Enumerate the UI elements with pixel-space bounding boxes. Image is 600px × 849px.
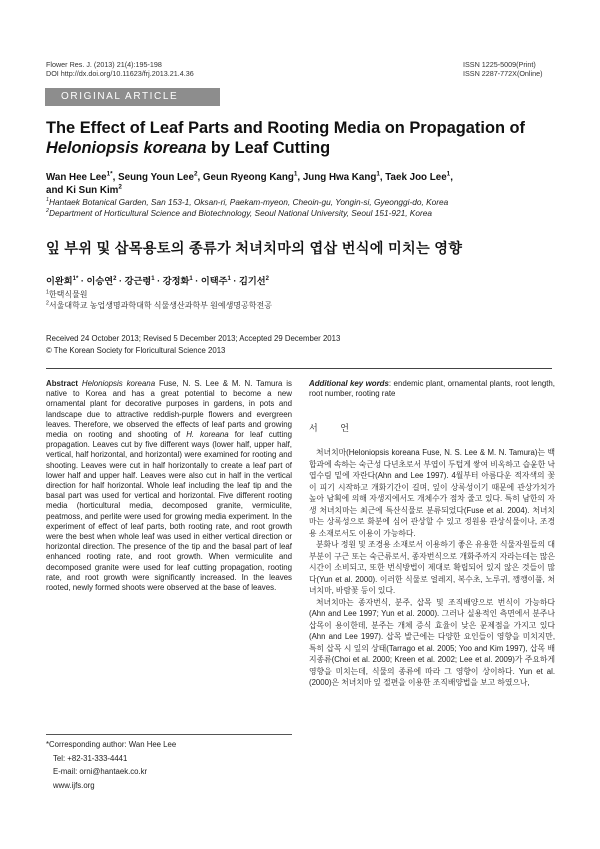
keywords-label: Additional key words	[309, 379, 389, 388]
korean-author-list: 이완희$^{1*}$ · 이승연$^2$ · 강근령$^1$ · 강정화$^1$ · 이택주$^1$ · 김기선$^2$	[46, 275, 269, 286]
abstract-species: Heloniopsis koreana	[81, 379, 156, 388]
intro-paragraph-3: 처녀치마는 종자번식, 분주, 삽목 및 조직배양으로 번식이 가능하다(Ahn and Lee 1997; Yun et al. 2000). 그러나 실용적인 측면에서 분주나 삽목이 용이한데, 분주는 개체 증식 효율이 낮은 문제점을 가지고 있다(Ahn and Lee 1997). 삽목 발근에는 다양한 요인들이 영향을 미치지만, 특히 삽목 시 잎의 상태(Tarrago et al. 2005; Yoo and Kim 1997), 삽목 배지종류(Choi et al. 2000; Kreen et al. 2002; Lee et al. 2009)가 주요하게 영향을 미치는데, 식물의 종류에 따라 그 영향이 상이하다. Yun et al. (2000)은 처녀치마 잎 절편을 이용한 조직배양법을 보고 하였으나,	[309, 597, 555, 687]
section-divider	[46, 368, 552, 369]
abstract-text-2: for leaf cutting propagation. Leaves cut by five different ways (lower half, upper half, vertical, half horizontal, and horizontal) were examined for rooting and shooting. Leaves were cut in half horizontally to create a leaf part of lower half and upper half. Leaves were also cut in half in the vertical direction for half horizontal. Whole leaf including the leaf tip and the basal part was used for vertical and horizontal. Five different rooting media (horticultural media, decomposed granite, vermiculite, peatmoss, and perlite were used for growing media experiment. In the experiment of effect of leaf parts, both rooting rate, and root growth were the best when whole leaf was used in either vertical direction or horizontal direction. The presence of the tip and the basal part of leaf enhanced rooting rate, and root growth. When vermiculite and decomposed granite were used for leaf cutting propagation, rooting rate, and root growth were significantly increased. In the leaves rooted, newly formed shoots were observed at the base of leaves.	[46, 430, 292, 593]
korean-title: 잎 부위 및 삽목용토의 종류가 처녀치마의 엽삽 번식에 미치는 영향	[46, 241, 463, 257]
affiliation-1: $^1$Hantaek Botanical Garden, San 153-1, Oksan-ri, Paekam-myeon, Cheoin-gu, Yongin-si, Gyeonggi-do, Korea	[46, 197, 449, 207]
intro-paragraph-2: 분화나 정원 및 조경용 소재로서 이용하기 좋은 유용한 식물자원들의 대부분이 구근 또는 숙근류로서, 종자번식으로 개화주까지 자라는데는 많은 시간이 소비되고, 또한 번식방법이 제대로 확립되어 있지 않은 것들이 많다(Yun et al. 2000). 이러한 식물로 얼레지, 복수초, 노루귀, 깽깽이풀, 처녀치마, 바람꽃 등이 있다.	[309, 540, 555, 595]
corresponding-author: *Corresponding author: Wan Hee Lee	[46, 740, 177, 749]
article-dates	[46, 333, 340, 357]
article-title	[46, 118, 566, 158]
abstract-species-abbrev: H. koreana	[186, 430, 229, 440]
article-type-banner: ORIGINAL ARTICLE	[45, 88, 220, 106]
copyright-notice: © The Korean Society for Floricultural Science 2013	[46, 346, 226, 355]
journal-citation: Flower Res. J. (2013) 21(4):195-198	[46, 60, 162, 69]
affiliations	[46, 197, 566, 219]
authors-line-1: Wan Hee Lee$^{1*}$, Seung Youn Lee$^2$, Geun Ryeong Kang$^1$, Jung Hwa Kang$^1$, Taek Joo Lee$^1$,	[46, 170, 453, 183]
doi-link[interactable]: DOI http://dx.doi.org/10.11623/frj.2013.21.4.36	[46, 69, 194, 78]
abstract-text-1: Fuse, N. S. Lee & M. N. Tamura is native to Korea and has a great potential to become a new ornamental plant for decorative purposes in gardens, in pots and landscape due to attractive reddish-purple flowers and evergreen leaves. Therefore, we observed the effects of leaf parts and growing media on rooting and shooting of	[46, 379, 293, 440]
abstract	[46, 379, 292, 593]
authors-line-2: and Ki Sun Kim$^2$	[46, 183, 122, 196]
correspondence	[46, 738, 176, 792]
affiliation-2: $^2$Department of Horticultural Science and Biotechnology, Seoul National University, Seoul 151-921, Korea	[46, 208, 432, 218]
intro-paragraph-1: 처녀치마(Heloniopsis koreana Fuse, N. S. Lee & M. N. Tamura)는 백합과에 속하는 숙근성 다년초로서 부엽이 두텁게 쌓여 비옥하고 습윤한 낙엽수림 밑에 자란다(Ahn and Lee 1997). 4월부터 아름다운 적자색의 꽃이 피기 시작하고 개화기간이 길며, 잎이 상록성이기 때문에 관상가치가 높아 남획에 의해 자생지에서도 개체수가 점차 줄고 있다. 특히 남한의 자생 처녀치마는 최근에 특산식물로 분류되었다(Fuse et al. 2004). 처녀치마는 상록성으로 화분에 심어 관상할 수 있고 정원용 관상식물이나, 조경용 소재로서도 이용이 가능하다.	[309, 448, 555, 538]
author-list	[46, 171, 566, 197]
issn-online: ISSN 2287-772X(Online)	[463, 69, 543, 78]
abstract-label: Abstract	[46, 379, 79, 388]
introduction-body	[309, 447, 555, 689]
received-revised-accepted: Received 24 October 2013; Revised 5 December 2013; Accepted 29 December 2013	[46, 334, 341, 343]
title-line-2	[46, 138, 566, 158]
affiliation-2-text: Department of Horticultural Science and Biotechnology, Seoul National University, Seoul 151-921, Korea	[49, 208, 432, 218]
title-line-1: The Effect of Leaf Parts and Rooting Media on Propagation of	[46, 119, 525, 137]
footnote-divider	[46, 734, 292, 735]
title-species: Heloniopsis koreana	[46, 139, 207, 157]
section-heading-introduction: 서 언	[309, 423, 359, 433]
journal-website[interactable]: www.ijfs.org	[53, 780, 95, 790]
phone-number: Tel: +82-31-333-4441	[53, 753, 128, 763]
affiliation-1-text: Hantaek Botanical Garden, San 153-1, Oksan-ri, Paekam-myeon, Cheoin-gu, Yongin-si, Gyeonggi-do, Korea	[49, 197, 449, 207]
email-address[interactable]: E-mail: orni@hantaek.co.kr	[53, 767, 148, 776]
korean-affiliation-1: $^1$한택식물원	[46, 289, 88, 299]
issn-print: ISSN 1225-5009(Print)	[463, 60, 536, 69]
korean-affiliation-2: $^2$서울대학교 농업생명과학대학 식물생산과학부 원예생명공학전공	[46, 300, 272, 310]
korean-affiliations	[46, 289, 272, 311]
keywords	[309, 379, 555, 399]
title-rest: by Leaf Cutting	[206, 139, 331, 157]
keywords-text: : endemic plant, ornamental plants, root length, root number, rooting rate	[309, 379, 555, 399]
